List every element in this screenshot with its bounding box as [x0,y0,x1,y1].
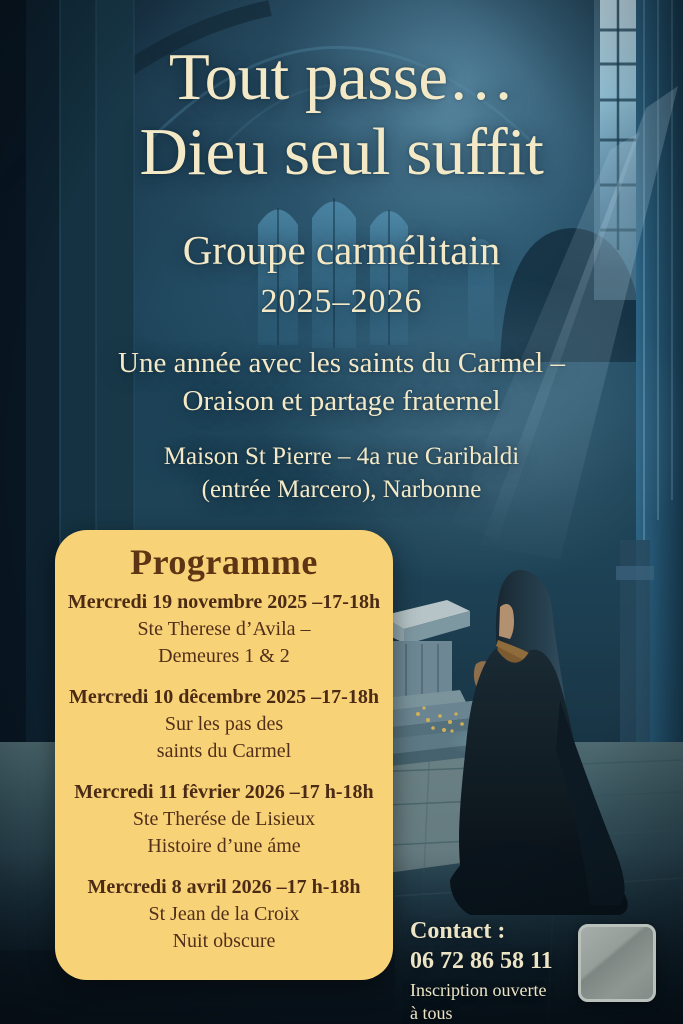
session-detail: Ste Therése de Lisieux [132,808,316,831]
contact-note-line1: Inscription ouverte [410,980,547,1001]
contact-label: Contact : [410,918,506,944]
main-title-line2: Dieu seul suffit [139,115,544,190]
session-detail: Sur les pas des [164,713,284,736]
contact-block [410,916,585,1024]
contact-note-line2: à tous [410,1003,453,1024]
session-date: Mercredi 8 avril 2026 –17 h-18h [87,876,361,899]
contact-phone: 06 72 86 58 11 [410,948,553,975]
main-title-line1: Tout passe… [168,40,515,114]
tagline-line2: Oraison et partage fraternel [182,385,501,418]
session-detail: St Jean de la Croix [148,903,300,926]
venue [0,440,683,506]
session-detail: Histoire d’une áme [147,835,301,858]
session-date: Mercredi 11 fêvrier 2026 –17 h-18h [74,781,374,804]
session-detail: Demeures 1 & 2 [158,645,290,668]
headline-block [0,0,683,506]
session-date: Mercredi 10 dêcembre 2025 –17-18h [69,686,379,709]
group-name: Groupe carmélitain [182,227,501,274]
season-years: 2025–2026 [260,283,423,321]
tagline [0,344,683,421]
programme-card [55,530,393,980]
programme-session [55,779,393,860]
session-detail: Ste Therese d’Avila – [137,618,311,641]
programme-title: Programme [130,542,318,582]
qr-code-placeholder [578,924,656,1002]
venue-line2: (entrée Marcero), Narbonne [201,476,482,504]
session-detail: saints du Carmel [156,740,292,763]
programme-session [55,684,393,765]
programme-session [55,874,393,955]
programme-session [55,589,393,670]
venue-line1: Maison St Pierre – 4a rue Garibaldi [163,443,520,471]
tagline-line1: Une année avec les saints du Carmel – [118,346,565,379]
session-detail: Nuit obscure [172,930,276,953]
session-date: Mercredi 19 novembre 2025 –17-18h [67,591,381,614]
